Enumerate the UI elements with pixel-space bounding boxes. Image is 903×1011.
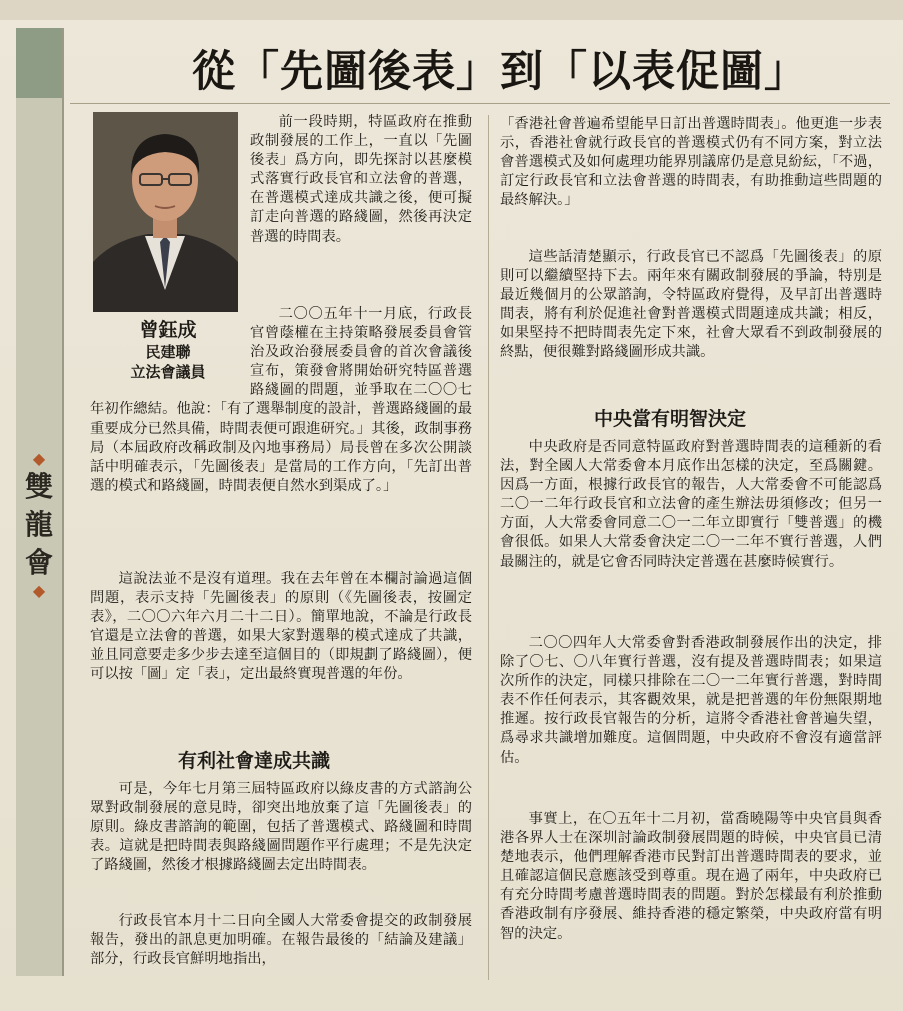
left-paragraph-4: 可是，今年七月第三屆特區政府以綠皮書的方式諮詢公眾對政制發展的意見時，卻突出地放棄了這「先圖後表」的原則。綠皮書諮詢的範圍，包括了普選模式、路綫圖和時間表。這就是把時間表與路綫圖問題作平行處理；不是先決定了路綫圖，然後才根據路綫圖去定出時間表。	[90, 781, 472, 874]
right-paragraph-2: 這些話清楚顯示，行政長官已不認爲「先圖後表」的原則可以繼續堅持下去。兩年來有關政制發展的爭論，特別是最近幾個月的公眾諮詢，令特區政府覺得，及早訂出普選時間表，將有利於促進社會對普選模式問題達成共識；相反，如果堅持不把時間表先定下來，社會大眾看不到政制發展的終點，便很難對路綫圖形成共識。	[500, 249, 882, 361]
column-name-char: 雙	[24, 470, 53, 503]
right-paragraph-3: 中央政府是否同意特區政府對普選時間表的這種新的看法，對全國人大常委會本月底作出怎樣的決定，至爲關鍵。因爲一方面，根據行政長官的報告，人大常委會不可能認爲二〇一二年行政長官和立法會的產生辦法毋須修改；但另一方面，人大常委會同意二〇一二年立即實行「雙普選」的機會很低。如果人大常委會決定二〇一二年不實行普選，人們最關注的，就是它會否同時決定普選在甚麼時候實行。	[500, 439, 882, 570]
headline-rule	[70, 103, 890, 104]
left-paragraph-1: 前一段時期，特區政府在推動政制發展的工作上，一直以「先圖後表」爲方向，即先探討以甚麼模式落實行政長官和立法會的普選，在普選模式達成共識之後，便可擬訂走向普選的路綫圖，然後再決定普選的時間表。	[250, 114, 472, 245]
headline: 從「先圖後表」到「以表促圖」	[192, 47, 808, 97]
author-party: 民建聯	[145, 343, 191, 361]
left-paragraph-3: 這說法並不是沒有道理。我在去年曾在本欄討論過這個問題，表示支持「先圖後表」的原則（《先圖後表，按圖定表》，二〇〇六年六月二十二日）。簡單地說，不論是行政長官還是立法會的普選，如果大家對選舉的模式達成了共識，並且同意要走多少步去達至這個目的（即規劃了路綫圖），便可以按「圖」定「表」，定出最終實現普選的年份。	[90, 571, 472, 683]
subheading-2: 中央當有明智決定	[594, 408, 747, 430]
right-paragraph-1: 「香港社會普遍希望能早日訂出普選時間表」。他更進一步表示，香港社會就行政長官的普選模式仍有不同方案，對立法會普選模式及如何處理功能界別議席仍是意見紛紜，「不過，訂定行政長官和立法會普選的時間表，有助推動這些問題的最終解決。」	[500, 116, 882, 209]
author-role: 立法會議員	[130, 363, 206, 381]
column-divider	[488, 115, 489, 980]
left-paragraph-2-wrap	[90, 305, 472, 570]
left-paragraph-2: 二〇〇五年十一月底，行政長官曾蔭權在主持策略發展委員會管治及政治發展委員會的首次會議後宣布，策發會將開始研究特區普選路綫圖的問題，並爭取在二〇〇七年初作總結。他說：「有了選舉制度的設計，普選路綫圖的最重要成分已然具備，時間表便可跟進研究。」其後，政制事務局（本屆政府改稱政制及內地事務局）局長曾在多次公開談話中明確表示，「先圖後表」是當局的工作方向，「先訂出普選的模式和路綫圖，時間表便自然水到渠成了。」	[90, 306, 472, 494]
portrait-icon	[93, 112, 238, 312]
right-paragraph-5: 事實上，在〇五年十二月初，當喬曉陽等中央官員與香港各界人士在深圳討論政制發展問題的時候，中央官員已清楚地表示，他們理解香港市民對訂出普選時間表的要求，並且確認這個民意應該受到尊重。現在過了兩年，中央政府已有充分時間考慮普選時間表的問題。對於怎樣最有利於推動香港政制有序發展、維持香港的穩定繁榮，中央政府當有明智的決定。	[500, 811, 882, 942]
author-photo	[93, 112, 238, 312]
column-name-char: 龍	[24, 508, 53, 541]
right-paragraph-4: 二〇〇四年人大常委會對香港政制發展作出的決定，排除了〇七、〇八年實行普選，沒有提及普選時間表；如果這次所作的決定，同樣只排除在二〇一二年實行普選，對時間表不作任何表示，其客觀效果，就是把普選的年份無限期地推遲。按行政長官報告的分析，這將令香港社會普遍失望，爲尋求共識增加難度。這個問題，中央政府不會沒有適當評估。	[500, 635, 882, 766]
column-name-char: 會	[24, 546, 53, 579]
author-name: 曾鈺成	[139, 319, 197, 341]
column-name	[18, 450, 60, 600]
left-paragraph-5: 行政長官本月十二日向全國人大常委會提交的政制發展報告，發出的訊息更加明確。在報告最後的「結論及建議」部分，行政長官鮮明地指出，	[90, 913, 472, 968]
subheading-1: 有利社會達成共識	[178, 750, 331, 772]
top-margin	[0, 0, 903, 20]
diamond-icon: ◆	[32, 581, 46, 600]
diamond-icon: ◆	[32, 449, 46, 468]
sidebar-top-block	[16, 28, 62, 98]
